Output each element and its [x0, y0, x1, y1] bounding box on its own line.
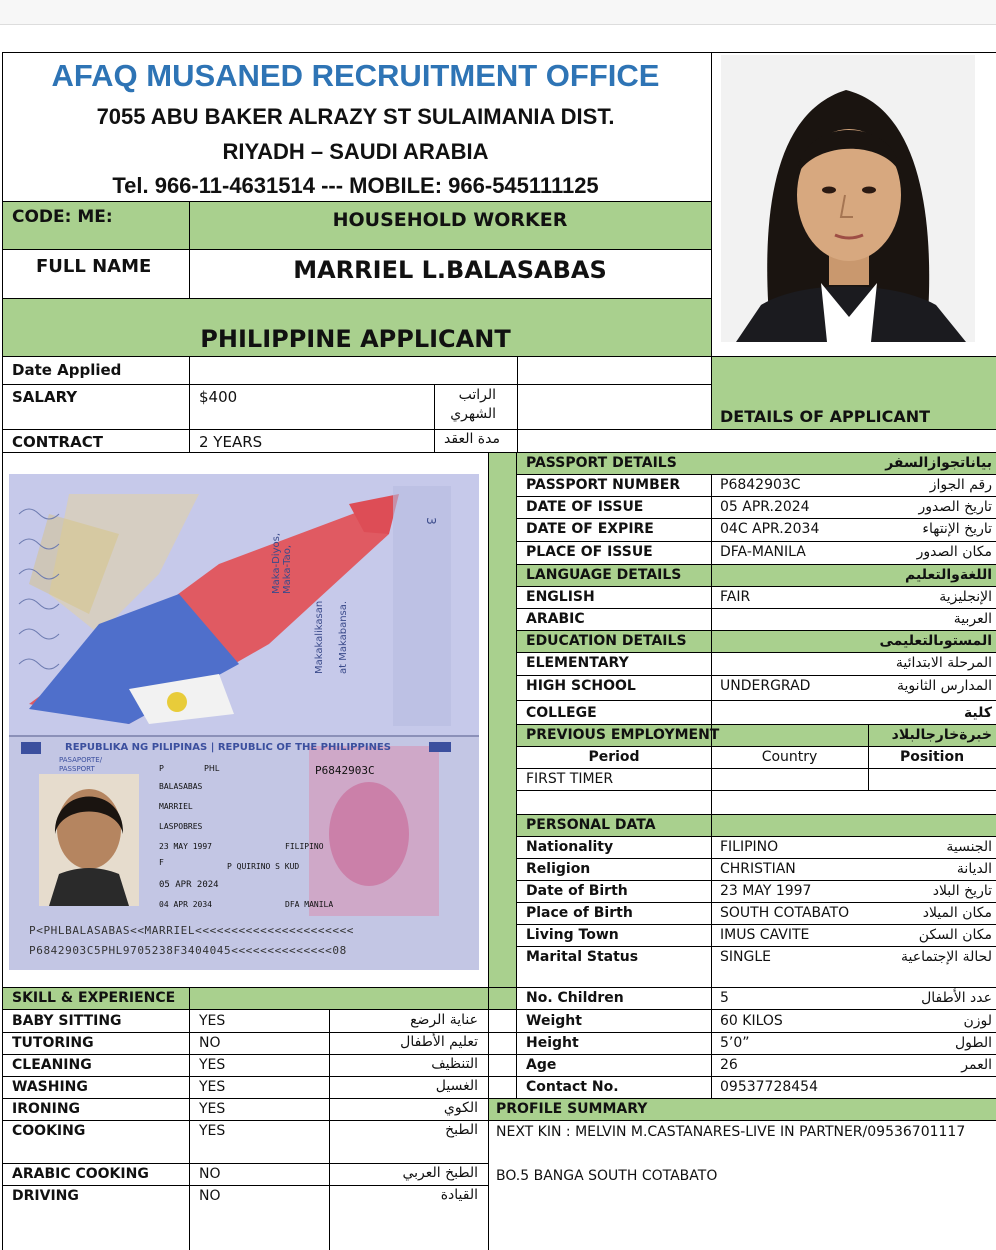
- passport-number-ar: رقم الجواز: [929, 477, 992, 493]
- passport-authority: DFA MANILA: [285, 900, 334, 909]
- skill-value: NO: [199, 1166, 221, 1182]
- english-value: FAIR: [720, 589, 751, 605]
- skill-value: YES: [199, 1101, 226, 1117]
- salary-value: $400: [199, 388, 238, 406]
- passport-type-label: PASAPORTE/ PASSPORT: [59, 756, 103, 773]
- english-ar: الإنجليزية: [939, 589, 992, 605]
- skill-arabic: الغسيل: [435, 1078, 478, 1094]
- high-school-ar: المدارس الثانوية: [897, 678, 992, 694]
- passport-number-label: PASSPORT NUMBER: [526, 477, 681, 493]
- passport-birthplace: P QUIRINO S KUD: [227, 862, 300, 871]
- college-ar: كلية: [963, 705, 992, 721]
- employment-header: PREVIOUS EMPLOYMENT: [526, 727, 720, 743]
- children-label: No. Children: [526, 990, 624, 1006]
- skill-arabic: القيادة: [440, 1187, 478, 1203]
- passport-details-header-ar: بياناتجوازالسفر: [885, 455, 992, 471]
- weight-ar: لوزن: [963, 1013, 992, 1029]
- col-period: Period: [588, 749, 640, 765]
- skills-header: SKILL & EXPERIENCE: [12, 990, 176, 1006]
- dob-value: 23 MAY 1997: [720, 883, 812, 899]
- place-of-issue-label: PLACE OF ISSUE: [526, 544, 653, 560]
- code-label: CODE: ME:: [12, 207, 113, 227]
- place-of-birth-label: Place of Birth: [526, 905, 633, 921]
- skill-arabic: تعليم الأطفال: [400, 1034, 478, 1050]
- marital-status-value: SINGLE: [720, 949, 771, 965]
- profile-summary-header: PROFILE SUMMARY: [496, 1101, 648, 1117]
- passport-dob: 23 MAY 1997: [159, 842, 212, 851]
- living-town-ar: مكان السكن: [918, 927, 992, 943]
- skill-value: NO: [199, 1188, 221, 1204]
- height-label: Height: [526, 1035, 579, 1051]
- profile-summary-line-2: BO.5 BANGA SOUTH COTABATO: [496, 1168, 718, 1184]
- skill-label: COOKING: [12, 1123, 86, 1139]
- skill-value: YES: [199, 1013, 226, 1029]
- college-label: COLLEGE: [526, 705, 597, 721]
- passport-motto-2: [313, 554, 353, 674]
- applicant-photo: [721, 55, 975, 342]
- marital-status-ar: لحالة الإجتماعية: [901, 949, 992, 965]
- passport-motto: [271, 474, 311, 594]
- skill-value: YES: [199, 1123, 226, 1139]
- profile-summary-line-1: NEXT KIN : MELVIN M.CASTANARES-LIVE IN PARTNER/09536701117: [496, 1124, 966, 1140]
- passport-surname: BALASABAS: [159, 782, 203, 791]
- contract-label: CONTRACT: [12, 433, 103, 451]
- full-name-value: MARRIEL L.BALASABAS: [293, 256, 607, 284]
- religion-value: CHRISTIAN: [720, 861, 796, 877]
- date-applied-label: Date Applied: [12, 361, 122, 379]
- office-name: AFAQ MUSANED RECRUITMENT OFFICE: [51, 58, 660, 93]
- passport-code: PHL: [204, 764, 220, 773]
- skill-label: TUTORING: [12, 1035, 94, 1051]
- age-value: 26: [720, 1057, 738, 1073]
- contact-line: Tel. 966-11-4631514 --- MOBILE: 966-545111125: [112, 173, 599, 198]
- motto-line: Makakalikasan: [314, 600, 325, 674]
- language-details-header: LANGUAGE DETAILS: [526, 567, 682, 583]
- skill-label: ARABIC COOKING: [12, 1166, 149, 1182]
- skill-arabic: عناية الرضع: [410, 1012, 478, 1028]
- employment-header-ar: خبرةخارجالبلاد: [891, 727, 992, 743]
- dob-ar: تاريخ البلاد: [932, 883, 992, 899]
- skill-arabic: الطبخ: [445, 1122, 478, 1138]
- children-value: 5: [720, 990, 729, 1006]
- passport-issue-date: 05 APR 2024: [159, 880, 219, 890]
- high-school-value: UNDERGRAD: [720, 678, 811, 694]
- motto-line: Maka-Diyos,: [271, 532, 282, 594]
- education-details-header-ar: المستوىالتعليمى: [879, 633, 992, 649]
- skill-arabic: الكوي: [443, 1100, 478, 1116]
- passport-sex: F: [159, 858, 164, 867]
- place-of-birth-ar: مكان الميلاد: [922, 905, 992, 921]
- skill-value: NO: [199, 1035, 221, 1051]
- skill-value: YES: [199, 1057, 226, 1073]
- passport-type: P: [159, 764, 164, 773]
- passport-given-name: MARRIEL: [159, 802, 193, 811]
- col-country: Country: [761, 749, 818, 765]
- motto-line: Maka-Tao,: [282, 544, 293, 594]
- arabic-ar: العربية: [953, 611, 992, 627]
- height-ar: الطول: [954, 1035, 992, 1051]
- skill-label: BABY SITTING: [12, 1013, 122, 1029]
- personal-data-header: PERSONAL DATA: [526, 817, 656, 833]
- passport-nationality: FILIPINO: [285, 842, 324, 851]
- details-banner: DETAILS OF APPLICANT: [720, 407, 931, 426]
- high-school-label: HIGH SCHOOL: [526, 678, 636, 694]
- elementary-label: ELEMENTARY: [526, 655, 629, 671]
- salary-arabic: الراتب الشهري: [450, 387, 496, 422]
- date-of-expire-label: DATE OF EXPIRE: [526, 521, 654, 537]
- nationality-ar: الجنسية: [946, 839, 992, 855]
- col-position: Position: [899, 749, 965, 765]
- applicant-banner: PHILIPPINE APPLICANT: [200, 325, 511, 353]
- skill-label: DRIVING: [12, 1188, 79, 1204]
- living-town-value: IMUS CAVITE: [720, 927, 810, 943]
- skill-arabic: التنظيف: [431, 1056, 478, 1072]
- skill-label: CLEANING: [12, 1057, 92, 1073]
- elementary-ar: المرحلة الابتدائية: [895, 655, 992, 671]
- mid-bar-green: [488, 452, 516, 1010]
- full-name-label: FULL NAME: [36, 256, 152, 277]
- contract-value: 2 YEARS: [199, 433, 263, 451]
- religion-label: Religion: [526, 861, 591, 877]
- children-ar: عدد الأطفال: [921, 990, 992, 1006]
- marital-status-label: Marital Status: [526, 949, 639, 965]
- weight-label: Weight: [526, 1013, 582, 1029]
- place-of-issue-ar: مكان الصدور: [916, 544, 992, 560]
- salary-label: SALARY: [12, 388, 78, 406]
- passport-details-header: PASSPORT DETAILS: [526, 455, 677, 471]
- living-town-label: Living Town: [526, 927, 619, 943]
- passport-expiry-date: 04 APR 2034: [159, 900, 212, 909]
- date-of-issue-value: 05 APR.2024: [720, 499, 810, 515]
- contact-no-value: 09537728454: [720, 1079, 818, 1095]
- address-line-2: RIYADH – SAUDI ARABIA: [222, 139, 489, 164]
- skill-label: IRONING: [12, 1101, 81, 1117]
- english-label: ENGLISH: [526, 589, 595, 605]
- date-of-issue-ar: تاريخ الصدور: [918, 499, 992, 515]
- date-of-expire-value: 04C APR.2034: [720, 521, 820, 537]
- code-value: HOUSEHOLD WORKER: [332, 209, 568, 231]
- nationality-value: FILIPINO: [720, 839, 779, 855]
- date-of-issue-label: DATE OF ISSUE: [526, 499, 644, 515]
- skill-arabic: الطبخ العربي: [402, 1165, 478, 1181]
- passport-mrz-1: P<PHLBALASABAS<<MARRIEL<<<<<<<<<<<<<<<<<<<<<<: [29, 924, 355, 937]
- dob-label: Date of Birth: [526, 883, 628, 899]
- age-ar: العمر: [961, 1057, 992, 1073]
- passport-number-value: P6842903C: [720, 477, 801, 493]
- contract-arabic: مدة العقد: [444, 431, 500, 447]
- contact-no-label: Contact No.: [526, 1079, 619, 1095]
- religion-ar: الديانة: [956, 861, 992, 877]
- weight-value: 60 KILOS: [720, 1013, 783, 1029]
- passport-mrz-2: P6842903C5PHL9705238F3404045<<<<<<<<<<<<<<08: [29, 944, 347, 957]
- passport-image: [9, 474, 479, 970]
- skill-value: YES: [199, 1079, 226, 1095]
- arabic-label: ARABIC: [526, 611, 585, 627]
- place-of-birth-value: SOUTH COTABATO: [720, 905, 850, 921]
- education-details-header: EDUCATION DETAILS: [526, 633, 687, 649]
- place-of-issue-value: DFA-MANILA: [720, 544, 806, 560]
- height-value: 5’0”: [720, 1035, 750, 1051]
- first-timer: FIRST TIMER: [526, 771, 614, 787]
- address-line-1: 7055 ABU BAKER ALRAZY ST SULAIMANIA DIST.: [96, 104, 615, 129]
- age-label: Age: [526, 1057, 557, 1073]
- passport-middle-name: LASPOBRES: [159, 822, 203, 831]
- motto-line: at Makabansa.: [338, 600, 349, 674]
- top-strip: [0, 0, 996, 25]
- passport-page-number: 3: [423, 517, 438, 525]
- passport-number: P6842903C: [315, 764, 375, 777]
- nationality-label: Nationality: [526, 839, 614, 855]
- language-details-header-ar: اللغةوالتعليم: [905, 567, 992, 583]
- passport-header-text: REPUBLIKA NG PILIPINAS | REPUBLIC OF THE PHILIPPINES: [65, 742, 391, 753]
- date-of-expire-ar: تاريخ الإنتهاء: [922, 521, 992, 537]
- skill-label: WASHING: [12, 1079, 88, 1095]
